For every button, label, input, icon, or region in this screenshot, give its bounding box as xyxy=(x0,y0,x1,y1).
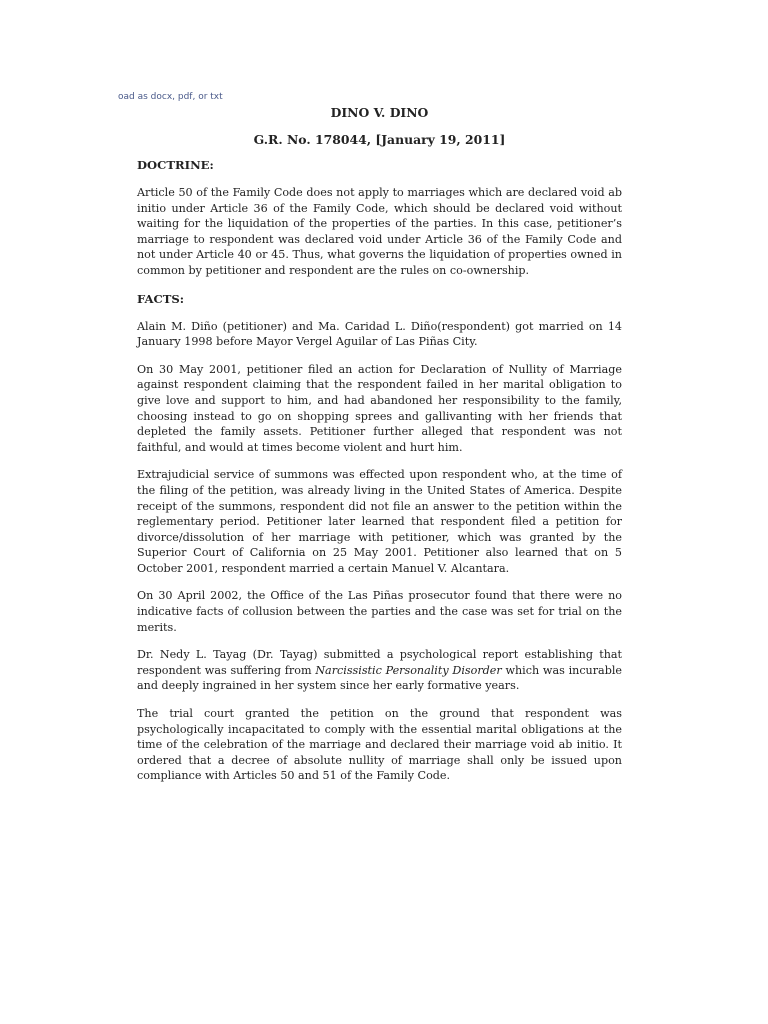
doctrine-heading: DOCTRINE: xyxy=(137,158,214,172)
facts-paragraph-6: The trial court granted the petition on the ground that respondent was psychologically incapacitated to comply with the essential marital obligations at the time of the celebration of the marriage and declared their marriage void ab initio. It ordered that a decree of absolute nullity of marriage shall only be issued upon compliance with Articles 50 and 51 of the Family Code. xyxy=(137,707,622,783)
facts-paragraph-1: Alain M. Diño (petitioner) and Ma. Caridad L. Diño(respondent) got married on 14 January 1998 before Mayor Vergel Aguilar of Las Piñas City. xyxy=(137,319,622,349)
facts-paragraph-3: Extrajudicial service of summons was effected upon respondent who, at the time of the filing of the petition, was already living in the United States of America. Despite receipt of the summons, respondent did not file an answer to the petition within the reglementary period. Petitioner later learned that respondent filed a petition for divorce/dissolution of her marriage with petitioner, which was granted by the Superior Court of California on 25 May 2001. Petitioner also learned that on 5 October 2001, respondent married a certain Manuel V. Alcantara. xyxy=(137,468,622,575)
doctrine-paragraph: Article 50 of the Family Code does not apply to marriages which are declared void ab initio under Article 36 of the Family Code, which should be declared void without waiting for the liquidation of the properties of the parties. In this case, petitioner’s marriage to respondent was declared void under Article 36 of the Family Code and not under Article 40 or 45. Thus, what governs the liquidation of properties owned in common by petitioner and respondent are the rules on co-ownership. xyxy=(137,186,622,277)
facts-paragraph-5 xyxy=(137,647,622,694)
facts-heading: FACTS: xyxy=(137,291,185,306)
disorder-name: Narcissistic Personality Disorder xyxy=(315,663,502,677)
tayag-text-start: Dr. Nedy L. Tayag (Dr. Tayag) submitted a psychological report establishing that respondent was suffering from xyxy=(137,648,622,677)
facts-paragraph-4: On 30 April 2002, the Office of the Las Piñas prosecutor found that there were no indicative facts of collusion between the parties and the case was set for trial on the merits. xyxy=(137,589,622,634)
download-hint[interactable]: oad as docx, pdf, or txt xyxy=(118,92,223,102)
document-body xyxy=(137,104,622,784)
case-title: DINO V. DINO xyxy=(330,105,429,120)
facts-paragraph-2: On 30 May 2001, petitioner filed an action for Declaration of Nullity of Marriage against respondent claiming that the respondent failed in her marital obligation to give love and support to him, and had abandoned her responsibility to the family, choosing instead to go on shopping sprees and gallivanting with her friends that depleted the family assets. Petitioner further alleged that respondent was not faithful, and would at times become violent and hurt him. xyxy=(137,362,622,454)
tayag-text-end: which was incurable and deeply ingrained in her system since her early formative years. xyxy=(137,663,622,693)
case-number: G.R. No. 178044, [January 19, 2011] xyxy=(253,132,506,147)
